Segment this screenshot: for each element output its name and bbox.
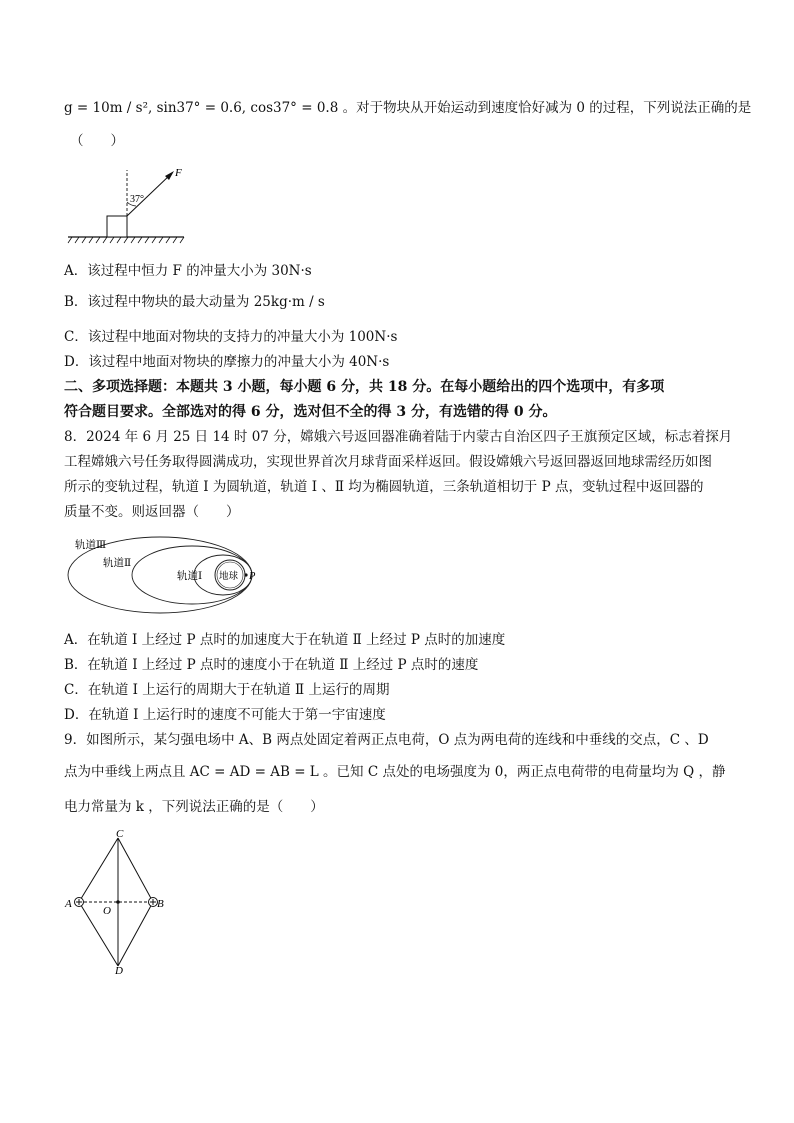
- label-d: D: [115, 965, 123, 976]
- q8-option-c: C．在轨道 Ⅰ 上运行的周期大于在轨道 Ⅱ 上运行的周期: [64, 682, 390, 698]
- q9-figure-charges: [62, 826, 174, 976]
- q8-figure-orbits: [64, 533, 264, 615]
- orbit2-label: 轨道Ⅱ: [103, 558, 132, 569]
- label-a: A: [65, 898, 72, 910]
- q8-option-d: D．在轨道 Ⅰ 上运行时的速度不可能大于第一宇宙速度: [64, 707, 386, 723]
- q8-stem-line1: 8．2024 年 6 月 25 日 14 时 07 分，嫦娥六号返回器准确着陆于内蒙古自治区四子王旗预定区域，标志着探月: [64, 429, 733, 445]
- charge-a: [75, 898, 84, 907]
- orbit1-label: 轨道Ⅰ: [177, 571, 203, 582]
- q7-option-c: C．该过程中地面对物块的支持力的冲量大小为 100N·s: [64, 329, 398, 345]
- q8-stem-line3: 所示的变轨过程，轨道 Ⅰ 为圆轨道，轨道 Ⅰ 、Ⅱ 均为椭圆轨道，三条轨道相切于 P 点，变轨过程中返回器的: [64, 479, 704, 495]
- earth-label: 地球: [219, 572, 239, 582]
- label-o: O: [103, 905, 111, 917]
- q8-option-a: A．在轨道 Ⅰ 上经过 P 点时的加速度大于在轨道 Ⅱ 上经过 P 点时的加速度: [64, 632, 506, 648]
- q8-option-b: B．在轨道 Ⅰ 上经过 P 点时的速度小于在轨道 Ⅱ 上经过 P 点时的速度: [64, 657, 479, 673]
- orbit3-label: 轨道Ⅲ: [75, 540, 107, 551]
- q9-stem-line3: 电力常量为 k ，下列说法正确的是（ ）: [64, 799, 324, 815]
- q8-stem-line2: 工程嫦娥六号任务取得圆满成功，实现世界首次月球背面采样返回。假设嫦娥六号返回器返回地球需经历如图: [64, 454, 712, 470]
- section2-heading-line2: 符合题目要求。全部选对的得 6 分，选对但不全的得 3 分，有选错的得 0 分。: [64, 404, 557, 420]
- section2-heading-line1: 二、多项选择题：本题共 3 小题，每小题 6 分，共 18 分。在每小题给出的四个选项中，有多项: [64, 379, 665, 395]
- q7-option-b: B．该过程中物块的最大动量为 25kg·m / s: [64, 294, 325, 310]
- q7-figure-block-on-ground: [64, 164, 190, 246]
- angle-label: 37°: [130, 194, 144, 205]
- q7-answer-blank: （ ）: [70, 133, 124, 149]
- point-o: [116, 900, 120, 904]
- q9-stem-line2: 点为中垂线上两点且 AC = AD = AB = L 。已知 C 点处的电场强度为 0，两正点电荷带的电荷量均为 Q ，静: [64, 764, 726, 780]
- label-b: B: [157, 898, 164, 910]
- q8-stem-line4: 质量不变。则返回器（ ）: [64, 504, 240, 520]
- block: [107, 216, 127, 237]
- q7-option-d: D．该过程中地面对物块的摩擦力的冲量大小为 40N·s: [64, 354, 390, 370]
- q9-stem-line1: 9．如图所示，某匀强电场中 A、B 两点处固定着两正点电荷，O 点为两电荷的连线和中垂线的交点，C 、D: [64, 732, 709, 748]
- force-label: F: [175, 167, 182, 179]
- point-p-label: P: [249, 571, 256, 582]
- q7-given-line: g = 10m / s², sin37° = 0.6, cos37° = 0.8 。对于物块从开始运动到速度恰好减为 0 的过程，下列说法正确的是: [64, 100, 752, 116]
- label-c: C: [116, 828, 124, 840]
- point-p: [244, 573, 247, 576]
- q7-option-a: A．该过程中恒力 F 的冲量大小为 30N·s: [64, 263, 312, 279]
